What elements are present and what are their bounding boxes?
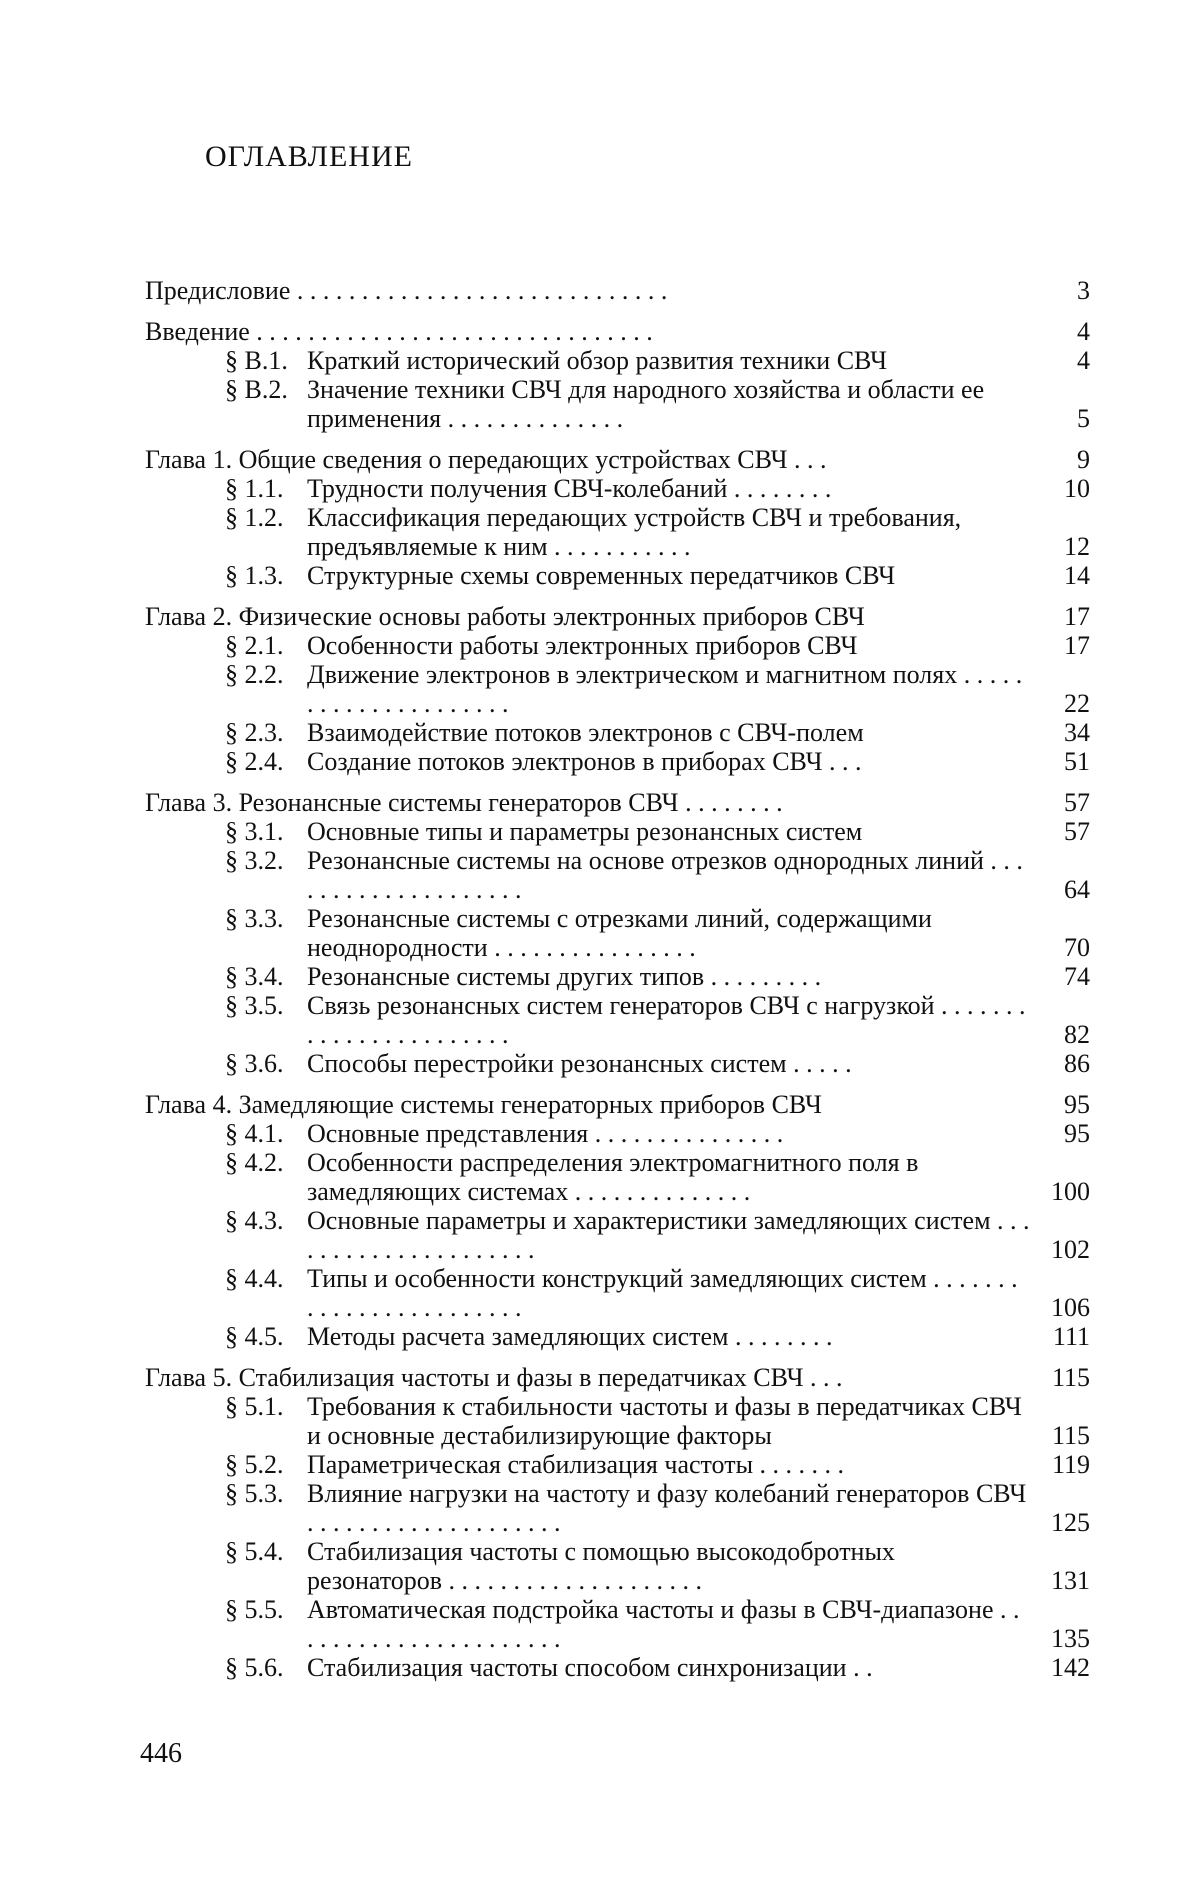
section-number: § 4.3. [225,1206,284,1235]
entry-page-number: 3 [1077,276,1090,305]
entry-title: Основные параметры и характеристики замедляющих систем . . . . . . . . . . . . . . . . . . . . . [307,1206,1030,1264]
entry-title: Глава 5. Стабилизация частоты и фазы в передатчиках СВЧ . . . [145,1363,843,1392]
section-number: § 2.1. [225,631,284,660]
toc-section-entry [145,1148,1090,1206]
toc-section-entry [145,1049,1090,1078]
entry-title: Основные типы и параметры резонансных систем [307,817,863,846]
entry-page-number: 102 [1051,1235,1090,1264]
toc-section-entry [145,718,1090,747]
section-number: § 2.4. [225,747,284,776]
entry-page-number: 4 [1077,346,1090,375]
entry-title: Создание потоков электронов в приборах СВЧ . . . [307,747,862,776]
entry-page-number: 111 [1052,1322,1090,1351]
toc-section-entry [145,1322,1090,1351]
section-number: § 3.4. [225,962,284,991]
entry-title: Параметрическая стабилизация частоты . . . . . . . [307,1450,845,1479]
entry-page-number: 95 [1064,1090,1090,1119]
entry-page-number: 10 [1064,474,1090,503]
entry-page-number: 115 [1051,1363,1090,1392]
entry-title: Связь резонансных систем генераторов СВЧ с нагрузкой . . . . . . . . . . . . . . . . . . . . . . . [307,991,1026,1049]
section-number: § 3.6. [225,1049,284,1078]
section-number: § 5.3. [225,1479,284,1508]
section-number: § 4.5. [225,1322,284,1351]
section-number: § 3.1. [225,817,284,846]
entry-title: Автоматическая подстройка частоты и фазы в СВЧ-диапазоне . . . . . . . . . . . . . . . . . . . . . . [307,1595,1020,1653]
section-number: § 5.6. [225,1653,284,1682]
entry-page-number: 131 [1051,1566,1090,1595]
section-number: § В.1. [225,346,288,375]
toc-section-entry [145,962,1090,991]
entry-title: Введение . . . . . . . . . . . . . . . . . . . . . . . . . . . . . . . [145,317,653,346]
entry-title: Особенности работы электронных приборов СВЧ [307,631,858,660]
toc-section-entry [145,1206,1090,1264]
toc-section-entry [145,631,1090,660]
toc-section-entry [145,904,1090,962]
section-number: § 5.2. [225,1450,284,1479]
section-number: § 2.3. [225,718,284,747]
entry-title: Глава 4. Замедляющие системы генераторных приборов СВЧ [145,1090,822,1119]
section-number: § 3.5. [225,991,284,1020]
entry-title: Типы и особенности конструкций замедляющих систем . . . . . . . . . . . . . . . . . . . . . . . . [307,1264,1018,1322]
toc-section-entry [145,503,1090,561]
entry-title: Особенности распределения электромагнитного поля в замедляющих системах . . . . . . . . . . . . . . [307,1148,919,1206]
entry-title: Движение электронов в электрическом и магнитном полях . . . . . . . . . . . . . . . . . . . . . [307,660,1023,718]
section-number: § 1.2. [225,503,284,532]
section-number: § 1.3. [225,561,284,590]
entry-title: Значение техники СВЧ для народного хозяйства и области ее применения . . . . . . . . . . . . . . [307,375,985,433]
toc-section-entry [145,747,1090,776]
section-number: § 2.2. [225,660,284,689]
entry-page-number: 57 [1064,788,1090,817]
entry-title: Предисловие . . . . . . . . . . . . . . . . . . . . . . . . . . . . . [145,276,668,305]
section-number: § 4.1. [225,1119,284,1148]
entry-page-number: 17 [1064,631,1090,660]
entry-title: Резонансные системы с отрезками линий, содержащими неоднородности . . . . . . . . . . . . . . . . [307,904,932,962]
entry-title: Краткий исторический обзор развития техники СВЧ [307,346,887,375]
entry-page-number: 22 [1064,689,1090,718]
section-number: § 1.1. [225,474,284,503]
entry-page-number: 12 [1064,532,1090,561]
toc-entry [145,276,1090,305]
toc-chapter-entry [145,788,1090,817]
toc-section-entry [145,474,1090,503]
toc-section-entry [145,1450,1090,1479]
toc-section-entry [145,1264,1090,1322]
entry-page-number: 57 [1064,817,1090,846]
entry-page-number: 51 [1064,747,1090,776]
entry-title: Основные представления . . . . . . . . . . . . . . . [307,1119,784,1148]
entry-title: Требования к стабильности частоты и фазы в передатчиках СВЧ и основные дестабилизирующие факторы [307,1392,1022,1450]
entry-title: Трудности получения СВЧ-колебаний . . . . . . . . [307,474,832,503]
toc-section-entry [145,1653,1090,1682]
table-of-contents [145,276,1090,1682]
section-number: § 5.1. [225,1392,284,1421]
entry-page-number: 82 [1064,1020,1090,1049]
section-number: § 3.2. [225,846,284,875]
toc-section-entry [145,375,1090,433]
toc-chapter-entry [145,1363,1090,1392]
entry-page-number: 106 [1051,1293,1090,1322]
entry-page-number: 100 [1051,1177,1090,1206]
section-number: § 3.3. [225,904,284,933]
section-number: § В.2. [225,375,288,404]
entry-page-number: 9 [1077,445,1090,474]
entry-title: Резонансные системы других типов . . . . . . . . . [307,962,822,991]
toc-chapter-entry [145,602,1090,631]
page-number: 446 [140,1738,182,1769]
entry-title: Методы расчета замедляющих систем . . . . . . . . [307,1322,833,1351]
entry-page-number: 4 [1077,317,1090,346]
entry-title: Способы перестройки резонансных систем . . . . . [307,1049,852,1078]
entry-title: Резонансные системы на основе отрезков однородных линий . . . . . . . . . . . . . . . . . . . . [307,846,1023,904]
toc-section-entry [145,346,1090,375]
toc-section-entry [145,660,1090,718]
entry-title: Глава 2. Физические основы работы электронных приборов СВЧ [145,602,865,631]
toc-chapter-entry [145,445,1090,474]
section-number: § 5.4. [225,1537,284,1566]
toc-section-entry [145,1119,1090,1148]
entry-page-number: 17 [1064,602,1090,631]
section-number: § 4.4. [225,1264,284,1293]
entry-title: Глава 3. Резонансные системы генераторов СВЧ . . . . . . . . [145,788,783,817]
entry-page-number: 64 [1064,875,1090,904]
entry-page-number: 119 [1051,1450,1090,1479]
entry-title: Глава 1. Общие сведения о передающих устройствах СВЧ . . . [145,445,827,474]
toc-section-entry [145,1595,1090,1653]
toc-chapter-entry [145,1090,1090,1119]
entry-title: Классификация передающих устройств СВЧ и требования, предъявляемые к ним . . . . . . . . . . . [307,503,962,561]
entry-title: Структурные схемы современных передатчиков СВЧ [307,561,896,590]
entry-title: Стабилизация частоты способом синхронизации . . [307,1653,873,1682]
toc-section-entry [145,1479,1090,1537]
entry-page-number: 115 [1051,1421,1090,1450]
entry-title: Стабилизация частоты с помощью высокодобротных резонаторов . . . . . . . . . . . . . . . . . . . . [307,1537,895,1595]
entry-page-number: 86 [1064,1049,1090,1078]
entry-page-number: 135 [1051,1624,1090,1653]
entry-page-number: 5 [1077,404,1090,433]
section-number: § 4.2. [225,1148,284,1177]
toc-section-entry [145,817,1090,846]
entry-title: Взаимодействие потоков электронов с СВЧ-полем [307,718,864,747]
page-title: ОГЛАВЛЕНИЕ [205,140,413,173]
section-number: § 5.5. [225,1595,284,1624]
entry-page-number: 34 [1064,718,1090,747]
entry-title: Влияние нагрузки на частоту и фазу колебаний генераторов СВЧ . . . . . . . . . . . . . . . . . . . . [307,1479,1027,1537]
entry-page-number: 95 [1064,1119,1090,1148]
entry-page-number: 142 [1051,1653,1090,1682]
toc-section-entry [145,1537,1090,1595]
toc-section-entry [145,561,1090,590]
entry-page-number: 125 [1051,1508,1090,1537]
toc-entry [145,317,1090,346]
toc-section-entry [145,991,1090,1049]
toc-section-entry [145,1392,1090,1450]
entry-page-number: 74 [1064,962,1090,991]
entry-page-number: 70 [1064,933,1090,962]
toc-section-entry [145,846,1090,904]
entry-page-number: 14 [1064,561,1090,590]
